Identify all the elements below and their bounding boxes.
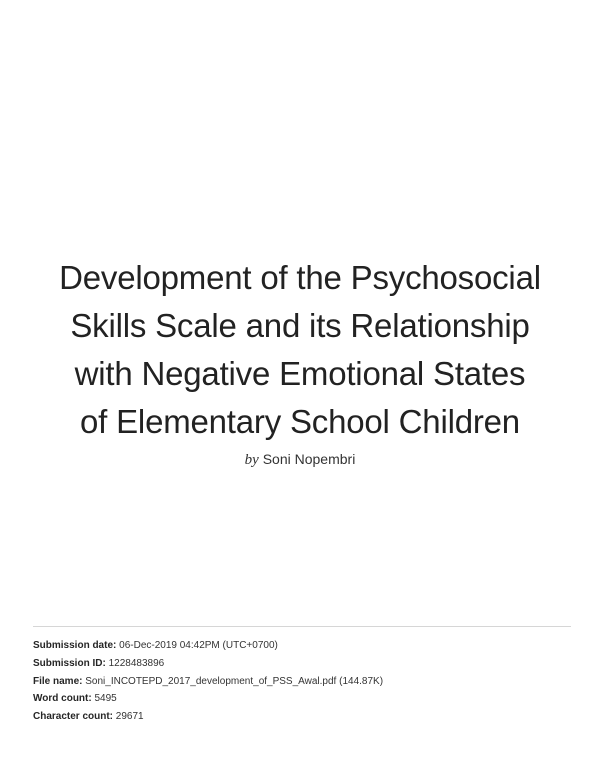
title-line-2: Skills Scale and its Relationship [70, 307, 530, 344]
by-word: by [244, 452, 259, 468]
character-count-label: Character count: [33, 711, 114, 723]
word-count-row [33, 690, 573, 708]
submission-id-value: 1228483896 [108, 657, 165, 669]
file-name-value: Soni_INCOTEPD_2017_development_of_PSS_Awal.pdf (144.87K) [85, 675, 384, 687]
submission-date-label: Submission date: [33, 640, 117, 651]
submission-id-row [33, 655, 573, 673]
file-name-row [33, 673, 573, 691]
author-name: Soni Nopembri [262, 451, 356, 467]
submission-id-label: Submission ID: [33, 657, 106, 669]
divider [33, 626, 571, 627]
submission-date-value: 06-Dec-2019 04:42PM (UTC+0700) [119, 640, 278, 651]
file-name-label: File name: [33, 675, 83, 687]
title-block [0, 254, 600, 469]
document-title [0, 254, 600, 446]
title-line-3: with Negative Emotional States [74, 355, 526, 392]
character-count-row [33, 708, 573, 726]
character-count-value: 29671 [115, 711, 144, 723]
title-line-1: Development of the Psychosocial [59, 259, 541, 296]
byline [0, 450, 600, 469]
word-count-value: 5495 [94, 693, 117, 705]
title-line-4: of Elementary School Children [80, 403, 520, 440]
submission-date-row [33, 637, 573, 655]
word-count-label: Word count: [33, 693, 92, 705]
submission-info [33, 637, 573, 726]
